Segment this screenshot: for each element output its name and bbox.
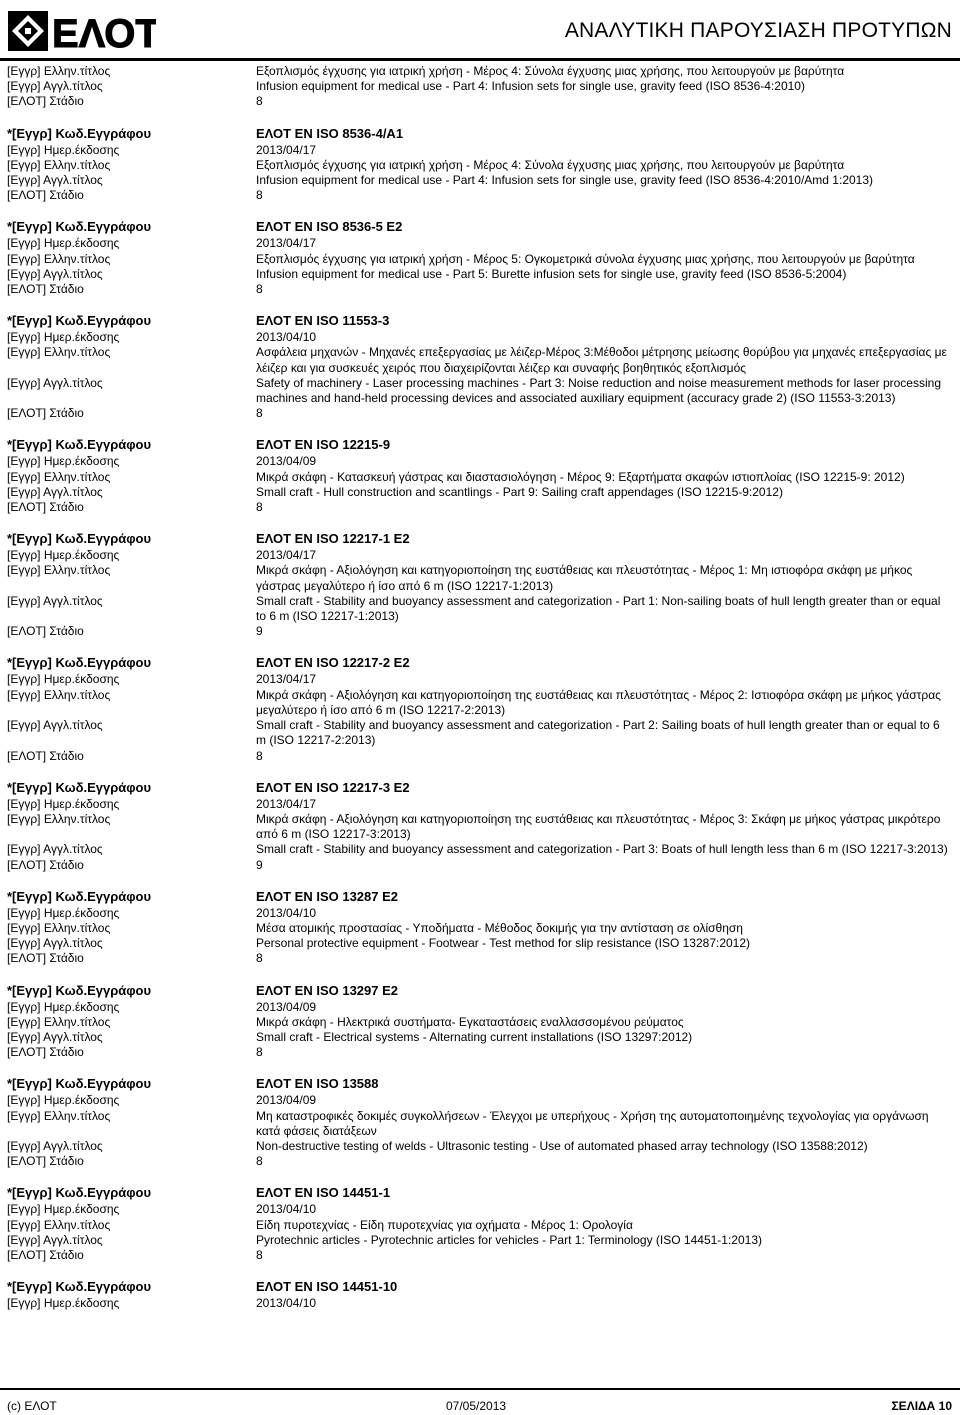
english-title: Safety of machinery - Laser processing machines - Part 3: Noise reduction and noise measurement methods for laser processing machines and hand-held processing devices and associated auxiliary equipment (accuracy grade 2) (ISO 11553-3:2013) xyxy=(256,375,941,406)
english-title: Small craft - Stability and buoyancy assessment and categorization - Part 2: Sailing boats of hull length greater than or equal to 6 m (ISO 12217-2:2013) xyxy=(256,718,940,748)
label-issue-date: [Εγγρ] Ημερ.έκδοσης xyxy=(7,330,120,345)
label-issue-date: [Εγγρ] Ημερ.έκδοσης xyxy=(7,999,120,1014)
footer-copyright: (c) ΕΛΟΤ xyxy=(7,1399,57,1413)
record-partial xyxy=(7,64,953,110)
standard-record xyxy=(7,218,953,297)
label-english-title: [Εγγρ] Αγγλ.τίτλος xyxy=(7,266,103,281)
label-document-code: *[Εγγρ] Κωδ.Εγγράφου xyxy=(7,1279,152,1295)
stage-value: 8 xyxy=(256,406,263,421)
elot-logo xyxy=(8,9,156,54)
standard-record xyxy=(7,125,953,204)
document-code: ΕΛΟΤ EN ISO 13287 E2 xyxy=(256,888,398,904)
label-english-title: [Εγγρ] Αγγλ.τίτλος xyxy=(7,79,103,94)
footer-divider xyxy=(0,1388,960,1390)
label-document-code: *[Εγγρ] Κωδ.Εγγράφου xyxy=(7,888,152,904)
label-document-code: *[Εγγρ] Κωδ.Εγγράφου xyxy=(7,1076,152,1092)
document-code: ΕΛΟΤ EN ISO 12217-1 E2 xyxy=(256,531,410,547)
document-code: ΕΛΟΤ EN ISO 13297 E2 xyxy=(256,982,398,998)
greek-title: Μικρά σκάφη - Ηλεκτρικά συστήματα- Εγκαταστάσεις εναλλασσομένου ρεύματος xyxy=(256,1014,684,1029)
issue-date: 2013/04/10 xyxy=(256,1202,317,1217)
header-divider xyxy=(0,58,960,61)
greek-title: Μικρά σκάφη - Κατασκευή γάστρας και διαστασιολόγηση - Μέρος 9: Εξαρτήματα σκαφών ιστιοπλοίας (ISO 12215-9: 2012) xyxy=(256,469,905,484)
standard-record xyxy=(7,982,953,1061)
greek-title: Μη καταστροφικές δοκιμές συγκολλήσεων - Έλεγχοι με υπερήχους - Χρήση της αυτοματοποιημένης τεχνολογίας για οργάνωση κατά φάσεις διατάξεων xyxy=(256,1108,929,1138)
label-issue-date: [Εγγρ] Ημερ.έκδοσης xyxy=(7,1202,120,1217)
stage-value: 8 xyxy=(256,748,263,763)
standard-record xyxy=(7,888,953,967)
standard-record xyxy=(7,654,953,763)
label-greek-title: [Εγγρ] Ελλην.τίτλος xyxy=(7,64,111,78)
english-title: Small craft - Hull construction and scantlings - Part 9: Sailing craft appendages (ISO 12215-9:2012) xyxy=(256,484,783,499)
label-document-code: *[Εγγρ] Κωδ.Εγγράφου xyxy=(7,313,152,329)
issue-date: 2013/04/17 xyxy=(256,142,317,157)
standard-record xyxy=(7,779,953,873)
document-code: ΕΛΟΤ EN ISO 12217-2 E2 xyxy=(256,655,410,671)
english-title: Non-destructive testing of welds - Ultrasonic testing - Use of automated phased array technology (ISO 13588:2012) xyxy=(256,1138,868,1153)
greek-title: Εξοπλισμός έγχυσης για ιατρική χρήση - Μέρος 4: Σύνολα έγχυσης μιας χρήσης, που λειτουργούν με βαρύτητα xyxy=(256,64,845,78)
stage-value: 8 xyxy=(256,188,263,203)
greek-title: Είδη πυροτεχνίας - Είδη πυροτεχνίας για οχήματα - Μέρος 1: Ορολογία xyxy=(256,1217,633,1232)
label-issue-date: [Εγγρ] Ημερ.έκδοσης xyxy=(7,142,120,157)
stage-value: 9 xyxy=(256,624,263,639)
issue-date: 2013/04/10 xyxy=(256,905,317,920)
label-english-title: [Εγγρ] Αγγλ.τίτλος xyxy=(7,718,103,733)
stage-value: 8 xyxy=(256,500,263,515)
document-code: ΕΛΟΤ EN ISO 8536-5 E2 xyxy=(256,219,403,235)
label-greek-title: [Εγγρ] Ελλην.τίτλος xyxy=(7,1108,111,1123)
label-english-title: [Εγγρ] Αγγλ.τίτλος xyxy=(7,936,103,951)
greek-title: Μέσα ατομικής προστασίας - Υποδήματα - Μέθοδος δοκιμής για την αντίσταση σε ολίσθηση xyxy=(256,920,743,935)
label-english-title: [Εγγρ] Αγγλ.τίτλος xyxy=(7,842,103,857)
issue-date: 2013/04/09 xyxy=(256,454,317,469)
label-document-code: *[Εγγρ] Κωδ.Εγγράφου xyxy=(7,982,152,998)
label-greek-title: [Εγγρ] Ελλην.τίτλος xyxy=(7,1014,111,1029)
label-stage-value: [ΕΛΟΤ] Στάδιο xyxy=(7,624,84,639)
document-code: ΕΛΟΤ EN ISO 13588 xyxy=(256,1076,379,1092)
label-issue-date: [Εγγρ] Ημερ.έκδοσης xyxy=(7,454,120,469)
label-stage-value: [ΕΛΟΤ] Στάδιο xyxy=(7,406,84,421)
label-issue-date: [Εγγρ] Ημερ.έκδοσης xyxy=(7,796,120,811)
issue-date: 2013/04/10 xyxy=(256,330,317,345)
label-stage-value: [ΕΛΟΤ] Στάδιο xyxy=(7,748,84,763)
greek-title: Εξοπλισμός έγχυσης για ιατρική χρήση - Μέρος 5: Ογκομετρικά σύνολα έγχυσης μιας χρήσης, που λειτουργούν με βαρύτητα xyxy=(256,251,915,266)
document-code: ΕΛΟΤ EN ISO 12217-3 E2 xyxy=(256,779,410,795)
label-document-code: *[Εγγρ] Κωδ.Εγγράφου xyxy=(7,125,152,141)
label-document-code: *[Εγγρ] Κωδ.Εγγράφου xyxy=(7,437,152,453)
label-english-title: [Εγγρ] Αγγλ.τίτλος xyxy=(7,1232,103,1247)
label-issue-date: [Εγγρ] Ημερ.έκδοσης xyxy=(7,905,120,920)
stage-value: 9 xyxy=(256,857,263,872)
label-stage-value: [ΕΛΟΤ] Στάδιο xyxy=(7,951,84,966)
issue-date: 2013/04/17 xyxy=(256,672,317,687)
label-stage-value: [ΕΛΟΤ] Στάδιο xyxy=(7,1154,84,1169)
label-english-title: [Εγγρ] Αγγλ.τίτλος xyxy=(7,1029,103,1044)
issue-date: 2013/04/09 xyxy=(256,1093,317,1108)
label-english-title: [Εγγρ] Αγγλ.τίτλος xyxy=(7,375,103,390)
label-greek-title: [Εγγρ] Ελλην.τίτλος xyxy=(7,687,111,702)
label-english-title: [Εγγρ] Αγγλ.τίτλος xyxy=(7,173,103,188)
stage-value: 8 xyxy=(256,1045,263,1060)
label-document-code: *[Εγγρ] Κωδ.Εγγράφου xyxy=(7,1185,152,1201)
document-code: ΕΛΟΤ EN ISO 11553-3 xyxy=(256,313,390,329)
document-code: ΕΛΟΤ EN ISO 14451-10 xyxy=(256,1279,398,1295)
label-issue-date: [Εγγρ] Ημερ.έκδοσης xyxy=(7,1296,120,1311)
page-title: ΑΝΑΛΥΤΙΚΗ ΠΑΡΟΥΣΙΑΣΗ ΠΡΟΤΥΠΩΝ xyxy=(564,19,952,42)
label-stage-value: [ΕΛΟΤ] Στάδιο xyxy=(7,857,84,872)
stage-value: 8 xyxy=(256,1247,263,1262)
greek-title: Εξοπλισμός έγχυσης για ιατρική χρήση - Μέρος 4: Σύνολα έγχυσης μιας χρήσης, που λειτουργούν με βαρύτητα xyxy=(256,157,845,172)
records-list xyxy=(7,64,953,1326)
issue-date: 2013/04/10 xyxy=(256,1296,317,1311)
english-title: Infusion equipment for medical use - Part 5: Burette infusion sets for single use, gravity feed (ISO 8536-5:2004) xyxy=(256,266,847,281)
issue-date: 2013/04/17 xyxy=(256,548,317,563)
document-code: ΕΛΟΤ EN ISO 8536-4/A1 xyxy=(256,125,404,141)
english-title: Small craft - Electrical systems - Alternating current installations (ISO 13297:2012) xyxy=(256,1029,693,1044)
label-english-title: [Εγγρ] Αγγλ.τίτλος xyxy=(7,593,103,608)
label-document-code: *[Εγγρ] Κωδ.Εγγράφου xyxy=(7,219,152,235)
english-title: Small craft - Stability and buoyancy assessment and categorization - Part 3: Boats of hull length less than 6 m (ISO 12217-3:2013) xyxy=(256,842,948,857)
greek-title: Ασφάλεια μηχανών - Μηχανές επεξεργασίας με λέιζερ-Μέρος 3:Μέθοδοι μέτρησης μείωσης θορύβου για μηχανές επεξεργασίας με λέιζερ και για συσκευές χειρός που διαχειρίζονται λέιζερ και συναφής βοηθητικός εξοπλισμός xyxy=(256,345,947,375)
label-english-title: [Εγγρ] Αγγλ.τίτλος xyxy=(7,484,103,499)
standard-record xyxy=(7,312,953,421)
label-greek-title: [Εγγρ] Ελλην.τίτλος xyxy=(7,345,111,360)
stage-value: 8 xyxy=(256,94,263,109)
stage-value: 8 xyxy=(256,282,263,297)
standard-record xyxy=(7,1278,953,1311)
stage-value: 8 xyxy=(256,1154,263,1169)
document-code: ΕΛΟΤ EN ISO 14451-1 xyxy=(256,1185,391,1201)
document-code: ΕΛΟΤ EN ISO 12215-9 xyxy=(256,437,391,453)
label-greek-title: [Εγγρ] Ελλην.τίτλος xyxy=(7,469,111,484)
greek-title: Μικρά σκάφη - Αξιολόγηση και κατηγοριοποίηση της ευστάθειας και πλευστότητας - Μέρος 2: Ιστιοφόρα σκάφη με μήκος γάστρας μεγαλύτερο ή ίσο από 6 m (ISO 12217-2:2013) xyxy=(256,687,941,717)
label-issue-date: [Εγγρ] Ημερ.έκδοσης xyxy=(7,548,120,563)
english-title: Infusion equipment for medical use - Part 4: Infusion sets for single use, gravity feed (ISO 8536-4:2010/Amd 1:2013) xyxy=(256,173,874,188)
label-document-code: *[Εγγρ] Κωδ.Εγγράφου xyxy=(7,779,152,795)
label-issue-date: [Εγγρ] Ημερ.έκδοσης xyxy=(7,672,120,687)
label-document-code: *[Εγγρ] Κωδ.Εγγράφου xyxy=(7,531,152,547)
footer-page-number: ΣΕΛΙΔΑ 10 xyxy=(891,1399,952,1413)
label-stage: [ΕΛΟΤ] Στάδιο xyxy=(7,94,84,109)
greek-title: Μικρά σκάφη - Αξιολόγηση και κατηγοριοποίηση της ευστάθειας και πλευστότητας - Μέρος 3: Σκάφη με μήκος γάστρας μικρότερο από 6 m (ISO 12217-3:2013) xyxy=(256,811,941,842)
english-title: Personal protective equipment - Footwear - Test method for slip resistance (ISO 13287:2012) xyxy=(256,936,751,951)
label-document-code: *[Εγγρ] Κωδ.Εγγράφου xyxy=(7,655,152,671)
label-greek-title: [Εγγρ] Ελλην.τίτλος xyxy=(7,1217,111,1232)
standard-record xyxy=(7,436,953,515)
label-stage-value: [ΕΛΟΤ] Στάδιο xyxy=(7,1045,84,1060)
standard-record xyxy=(7,1075,953,1169)
label-issue-date: [Εγγρ] Ημερ.έκδοσης xyxy=(7,236,120,251)
issue-date: 2013/04/09 xyxy=(256,999,317,1014)
svg-text:ΕΛΟΤ: ΕΛΟΤ xyxy=(52,12,156,54)
label-greek-title: [Εγγρ] Ελλην.τίτλος xyxy=(7,157,111,172)
stage-value: 8 xyxy=(256,951,263,966)
label-issue-date: [Εγγρ] Ημερ.έκδοσης xyxy=(7,1093,120,1108)
label-english-title: [Εγγρ] Αγγλ.τίτλος xyxy=(7,1138,103,1153)
standard-record xyxy=(7,1184,953,1263)
label-stage-value: [ΕΛΟΤ] Στάδιο xyxy=(7,500,84,515)
footer-date: 07/05/2013 xyxy=(446,1399,507,1413)
label-stage-value: [ΕΛΟΤ] Στάδιο xyxy=(7,282,84,297)
label-greek-title: [Εγγρ] Ελλην.τίτλος xyxy=(7,251,111,266)
english-title: Small craft - Stability and buoyancy assessment and categorization - Part 1: Non-sailing boats of hull length greater than or equal to 6 m (ISO 12217-1:2013) xyxy=(256,593,941,624)
standard-record xyxy=(7,530,953,639)
issue-date: 2013/04/17 xyxy=(256,796,317,811)
greek-title: Μικρά σκάφη - Αξιολόγηση και κατηγοριοποίηση της ευστάθειας και πλευστότητας - Μέρος 1: Μη ιστιοφόρα σκάφη με μήκος γάστρας μεγαλύτερο ή ίσο από 6 m (ISO 12217-1:2013) xyxy=(256,563,913,593)
label-stage-value: [ΕΛΟΤ] Στάδιο xyxy=(7,188,84,203)
label-greek-title: [Εγγρ] Ελλην.τίτλος xyxy=(7,920,111,935)
label-greek-title: [Εγγρ] Ελλην.τίτλος xyxy=(7,811,111,826)
english-title: Pyrotechnic articles - Pyrotechnic articles for vehicles - Part 1: Terminology (ISO 14451-1:2013) xyxy=(256,1232,762,1247)
label-stage-value: [ΕΛΟΤ] Στάδιο xyxy=(7,1247,84,1262)
english-title: Infusion equipment for medical use - Part 4: Infusion sets for single use, gravity feed (ISO 8536-4:2010) xyxy=(256,79,805,94)
label-greek-title: [Εγγρ] Ελλην.τίτλος xyxy=(7,563,111,578)
issue-date: 2013/04/17 xyxy=(256,236,317,251)
